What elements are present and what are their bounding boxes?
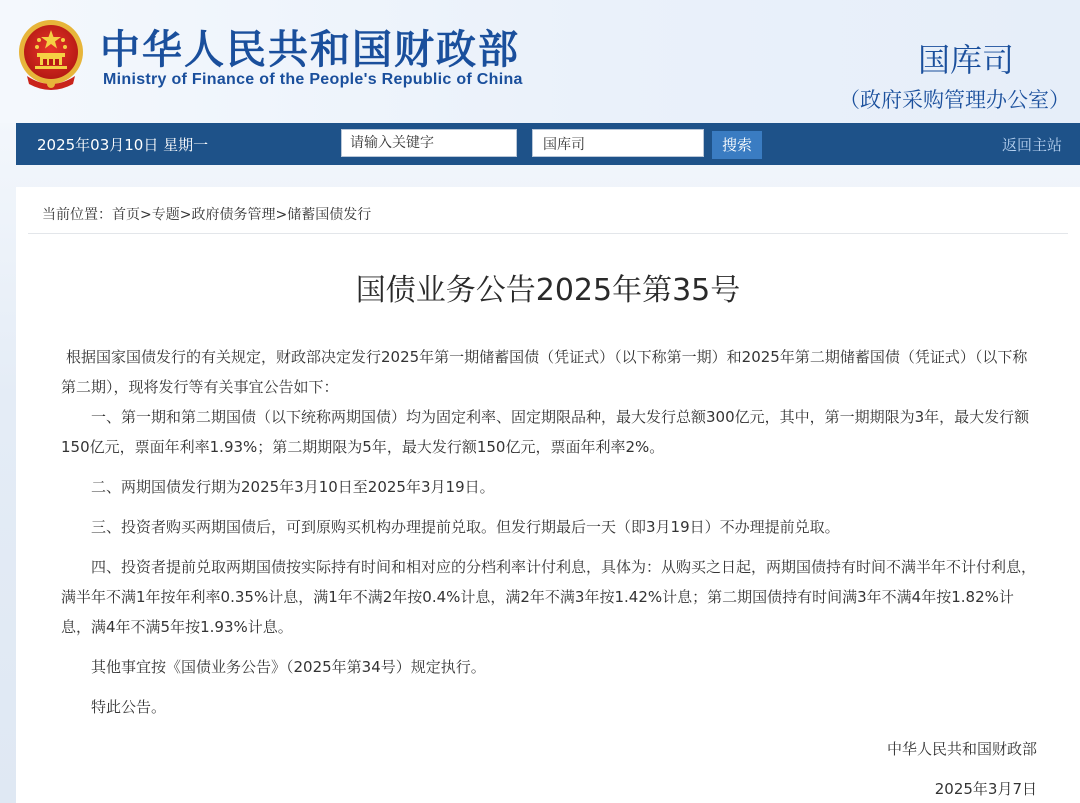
back-to-main-site-link[interactable]: 返回主站 [1001,136,1062,154]
article-body [61,512,1041,542]
search-button[interactable]: 搜索 [712,131,762,159]
article-paragraph: 三、投资者购买两期国债后，可到原购买机构办理提前兑取。但发行期最后一天（即3月19日）不办理提前兑取。 [91,518,840,536]
breadcrumb-separator: > [179,207,192,223]
ministry-name-en: Ministry of Finance of the People's Republic of China [103,71,523,88]
article-paragraph: 二、两期国债发行期为2025年3月10日至2025年3月19日。 [91,478,495,496]
article-paragraph: 一、第一期和第二期国债（以下统称两期国债）均为固定利率、固定期限品种，最大发行总额300亿元，其中，第一期期限为3年，最大发行额150亿元，票面年利率1.93%；第二期期限为5年，最大发行额150亿元，票面年利率2%。 [61,408,1030,456]
breadcrumb-savings-bonds[interactable]: 储蓄国债发行 [287,207,372,223]
breadcrumb-divider [28,233,1068,234]
nav-bar [16,123,1080,165]
article-body [61,472,1041,502]
article-body [61,652,1041,682]
department-name: 国库司 [917,41,1014,79]
national-emblem-icon [17,18,85,92]
article-paragraph: 其他事宜按《国债业务公告》（2025年第34号）规定执行。 [91,658,486,676]
article-title: 国债业务公告2025年第35号 [355,273,741,308]
ministry-name-cn: 中华人民共和国财政部 [100,27,520,73]
current-date: 2025年03月10日 星期一 [37,136,209,154]
search-input[interactable] [341,129,517,157]
breadcrumb-prefix: 当前位置： [42,207,112,223]
breadcrumb-debt-management[interactable]: 政府债务管理 [191,207,276,223]
breadcrumb [42,204,371,224]
article-body [61,342,1041,462]
breadcrumb-separator: > [275,207,288,223]
site-header [0,0,1080,123]
department-office: （政府采购管理办公室） [839,88,1070,112]
article-paragraph: 特此公告。 [91,698,167,716]
article-signatory: 中华人民共和国财政部 [886,740,1037,758]
content-card [16,187,1080,803]
breadcrumb-topics[interactable]: 专题 [151,207,180,223]
search-scope-select[interactable]: 国库司 [532,129,704,157]
breadcrumb-separator: > [140,207,152,223]
article-paragraph: 根据国家国债发行的有关规定，财政部决定发行2025年第一期储蓄国债（凭证式）（以下称第一期）和2025年第二期储蓄国债（凭证式）（以下称第二期），现将发行等有关事宜公告如下： [61,348,1028,396]
article-body [61,692,1041,722]
article-date: 2025年3月7日 [934,780,1037,798]
article-body [61,552,1041,642]
article-paragraph: 四、投资者提前兑取两期国债按实际持有时间和相对应的分档利率计付利息，具体为：从购买之日起，两期国债持有时间不满半年不计付利息，满半年不满1年按年利率0.35%计息，满1年不满2年按0.4%计息，满2年不满3年按1.42%计息；第二期国债持有时间满3年不满4年按1.82%计息，满4年不满5年按1.93%计息。 [61,558,1037,636]
breadcrumb-home[interactable]: 首页 [112,207,140,223]
